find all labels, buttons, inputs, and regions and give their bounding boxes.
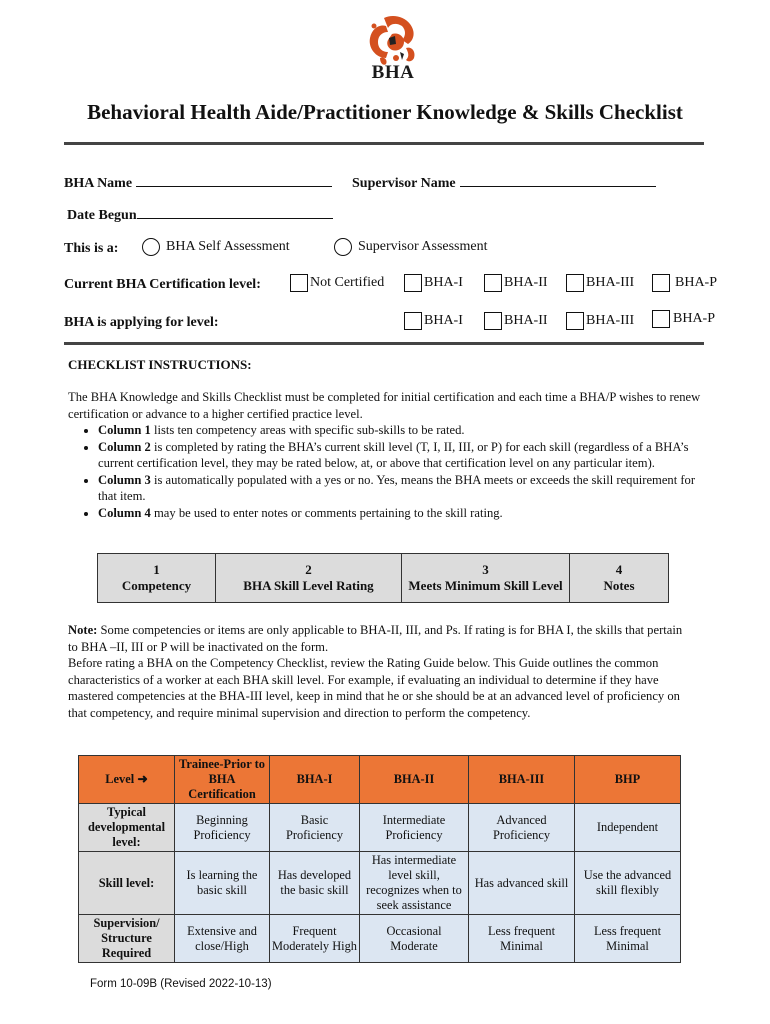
date-begun-field[interactable] xyxy=(67,204,333,224)
rating-guide-table xyxy=(78,755,681,963)
self-assessment-option[interactable] xyxy=(142,238,290,256)
self-assessment-radio[interactable] xyxy=(142,238,160,256)
table-cell: Is learning the basic skill xyxy=(175,852,270,915)
bha-name-input[interactable] xyxy=(136,172,332,187)
table-cell: Beginning Proficiency xyxy=(175,804,270,852)
table-cell: Has advanced skill xyxy=(469,852,575,915)
rating-guide-paragraph: Before rating a BHA on the Competency Checklist, review the Rating Guide below. This Guide outlines the common characteristics of a worker at each BHA skill level. For example, if evaluating an individual to determine if they have mastered competencies at the BHA-III level, keep in mind that he or she should be at an advanced level of proficiency on that competency, and require minimal supervision and direction to perform the competency. xyxy=(68,656,680,720)
guide-header-bha-iii: BHA-III xyxy=(469,756,575,804)
list-item: • Column 3 is automatically populated with a yes or no. Yes, means the BHA meets or exceeds the skill requirement for that item. xyxy=(98,472,708,505)
table-row xyxy=(79,804,681,852)
supervisor-name-field[interactable] xyxy=(352,172,656,192)
applying-bha-iii-option[interactable] xyxy=(566,312,634,330)
instructions-heading: CHECKLIST INSTRUCTIONS: xyxy=(68,357,252,372)
note-paragraph: Note: Some competencies or items are only applicable to BHA-II, III, and Ps. If rating is for BHA I, the skills that pertain to BHA –II, III or P will be inactivated on the form. xyxy=(68,623,683,654)
applying-bha-i-label: BHA-I xyxy=(424,313,463,329)
applying-bha-iii-checkbox[interactable] xyxy=(566,312,584,330)
table-cell: Use the advanced skill flexibly xyxy=(575,852,681,915)
list-item: • Column 4 may be used to enter notes or comments pertaining to the skill rating. xyxy=(98,505,708,522)
list-item: • Column 2 is completed by rating the BHA’s current skill level (T, I, II, III, or P) for each skill (regardless of a BHA’s current certification level, they may be rated below, at, or above that certification level on any particular item). xyxy=(98,439,708,472)
current-bha-iii-option[interactable] xyxy=(566,274,634,292)
table-cell: Less frequent Minimal xyxy=(469,915,575,963)
table-cell: Extensive and close/High xyxy=(175,915,270,963)
level-header: Level ➜ xyxy=(79,756,175,804)
guide-header-trainee: Trainee-Prior to BHA Certification xyxy=(175,756,270,804)
note-body xyxy=(68,622,692,721)
table-cell: Basic Proficiency xyxy=(270,804,360,852)
supervisor-assessment-radio[interactable] xyxy=(334,238,352,256)
guide-header-bhp: BHP xyxy=(575,756,681,804)
page-title: Behavioral Health Aide/Practitioner Knowledge & Skills Checklist xyxy=(87,100,683,124)
column-4-header: 4 Notes xyxy=(570,554,669,603)
row-label: Supervision/ Structure Required xyxy=(79,915,175,963)
table-cell: Intermediate Proficiency xyxy=(360,804,469,852)
current-bha-p-label: BHA-P xyxy=(675,275,718,291)
bha-name-field[interactable] xyxy=(64,172,332,192)
table-cell: Frequent Moderately High xyxy=(270,915,360,963)
arrow-right-icon: ➜ xyxy=(137,772,148,786)
current-bha-ii-label: BHA-II xyxy=(504,275,548,291)
current-not-certified-checkbox[interactable] xyxy=(290,274,308,292)
table-cell: Has intermediate level skill, recognizes when to seek assistance xyxy=(360,852,469,915)
current-bha-p-option[interactable] xyxy=(652,274,717,292)
current-bha-iii-checkbox[interactable] xyxy=(566,274,584,292)
applying-bha-ii-option[interactable] xyxy=(484,312,548,330)
assessment-type-label: This is a: xyxy=(64,241,119,256)
current-bha-p-checkbox[interactable] xyxy=(652,274,670,292)
current-bha-ii-option[interactable] xyxy=(484,274,548,292)
table-cell: Independent xyxy=(575,804,681,852)
current-bha-iii-label: BHA-III xyxy=(586,275,635,291)
current-not-certified-label: Not Certified xyxy=(310,275,385,291)
applying-bha-ii-label: BHA-II xyxy=(504,313,548,329)
applying-bha-p-option[interactable] xyxy=(652,310,715,328)
instructions-list xyxy=(68,422,708,521)
supervisor-name-input[interactable] xyxy=(460,172,656,187)
columns-header-table xyxy=(97,553,669,603)
supervisor-name-label: Supervisor Name xyxy=(352,176,456,191)
guide-header-bha-i: BHA-I xyxy=(270,756,360,804)
applying-bha-ii-checkbox[interactable] xyxy=(484,312,502,330)
applying-bha-iii-label: BHA-III xyxy=(586,313,635,329)
current-bha-i-label: BHA-I xyxy=(424,275,463,291)
row-label: Skill level: xyxy=(79,852,175,915)
table-row xyxy=(79,852,681,915)
table-row xyxy=(79,756,681,804)
applying-bha-i-checkbox[interactable] xyxy=(404,312,422,330)
row-label: Typical developmental level: xyxy=(79,804,175,852)
column-1-header: 1 Competency xyxy=(98,554,216,603)
instructions-body xyxy=(68,389,708,521)
current-bha-ii-checkbox[interactable] xyxy=(484,274,502,292)
column-3-header: 3 Meets Minimum Skill Level xyxy=(402,554,570,603)
self-assessment-label: BHA Self Assessment xyxy=(166,239,290,255)
current-bha-i-checkbox[interactable] xyxy=(404,274,422,292)
supervisor-assessment-label: Supervisor Assessment xyxy=(358,239,488,255)
guide-header-bha-ii: BHA-II xyxy=(360,756,469,804)
date-begun-input[interactable] xyxy=(137,204,333,219)
date-begun-label: Date Begun xyxy=(67,208,137,223)
bha-name-label: BHA Name xyxy=(64,176,133,191)
current-cert-label: Current BHA Certification level: xyxy=(64,277,261,292)
column-2-header: 2 BHA Skill Level Rating xyxy=(216,554,402,603)
supervisor-assessment-option[interactable] xyxy=(334,238,488,256)
current-bha-i-option[interactable] xyxy=(404,274,463,292)
applying-bha-i-option[interactable] xyxy=(404,312,463,330)
applying-bha-p-checkbox[interactable] xyxy=(652,310,670,328)
table-cell: Less frequent Minimal xyxy=(575,915,681,963)
table-cell: Occasional Moderate xyxy=(360,915,469,963)
table-cell: Has developed the basic skill xyxy=(270,852,360,915)
title-divider xyxy=(64,142,704,145)
applying-bha-p-label: BHA-P xyxy=(673,311,716,327)
table-cell: Advanced Proficiency xyxy=(469,804,575,852)
form-footer: Form 10-09B (Revised 2022-10-13) xyxy=(90,978,272,990)
fields-divider xyxy=(64,342,704,345)
list-item: • Column 1 lists ten competency areas with specific sub-skills to be rated. xyxy=(98,422,708,439)
instructions-intro: The BHA Knowledge and Skills Checklist must be completed for initial certification and each time a BHA/P wishes to renew certification or advance to a higher certified practice level. xyxy=(68,390,701,421)
table-row xyxy=(79,915,681,963)
current-not-certified-option[interactable] xyxy=(290,274,384,292)
logo-text: BHA xyxy=(371,62,415,83)
applying-level-label: BHA is applying for level: xyxy=(64,315,219,330)
